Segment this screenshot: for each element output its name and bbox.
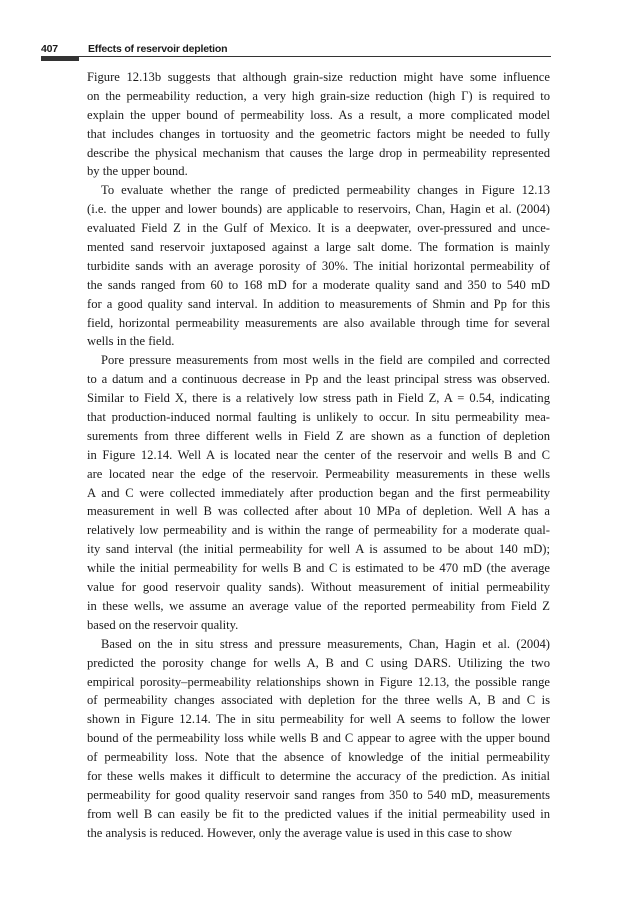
text-line: To evaluate whether the range of predicted permeability changes in Figure 12.13 [101,183,550,198]
text-line: for these wells makes it difficult to determine the accuracy of the prediction. As initial [87,768,550,783]
text-line: the analysis is reduced. However, only the average value is used in this case to show [87,825,513,840]
text-line: based on the reservoir quality. [87,617,239,632]
text-line: that production-induced normal faulting is unlikely to occur. In situ permeability mea- [87,410,550,425]
text-line: permeability for good quality reservoir sand ranges from 350 to 540 mD, measurements [87,787,550,802]
header-rule [41,56,551,57]
text-line: by the upper bound. [87,164,188,179]
text-line: turbidite sands with an average porosity of 30%. The initial horizontal permeability of [87,258,550,273]
text-line: explain the upper bound of permeability loss. As a result, a more complicated model [87,107,550,122]
text-line: relatively low permeability and is within the range of permeability for a moderate qual- [87,523,550,538]
text-line: to a datum and a continuous decrease in Pp and the least principal stress was observed. [87,372,550,387]
text-line: predicted the porosity change for wells A, B and C using DARS. Utilizing the two [87,655,550,670]
text-line: from well B can easily be fit to the predicted values if the initial permeability used in [87,806,550,821]
text-line: surements from three different wells in Field Z are shown as a function of depletion [87,428,550,443]
text-line: that includes changes in tortuosity and the geometric factors might be needed to fully [87,126,550,141]
text-line: Figure 12.13b suggests that although grain-size reduction might have some influence [87,70,550,84]
text-line: empirical porosity–permeability relationships shown in Figure 12.13, the possible range [87,674,550,689]
text-line: Similar to Field X, there is a relatively low stress path in Field Z, A = 0.54, indicating [87,391,550,406]
page-header [0,40,633,70]
page-number: 407 [41,43,58,55]
body-text [87,68,550,843]
text-line: evaluated Field Z in the Gulf of Mexico. It is a deepwater, over-pressured and unce- [87,221,550,236]
text-line: ity sand interval (the initial permeability for well A is assumed to be about 140 mD); [87,542,550,557]
text-line: are located near the edge of the reservoir. Permeability measurements in these wells [87,466,550,481]
text-line: in these wells, we assume an average value of the reported permeability from Field Z [87,598,550,613]
text-line: of permeability loss. Note that the absence of knowledge of the initial permeability [87,750,550,765]
text-line: Pore pressure measurements from most wells in the field are compiled and corrected [101,353,550,368]
header-rule-accent [41,56,79,61]
text-line: on the permeability reduction, a very high grain-size reduction (high Γ) is required to [87,88,550,103]
text-line: the sands ranged from 60 to 168 mD for a moderate quality sand and 350 to 540 mD [87,277,550,292]
text-line: shown in Figure 12.14. The in situ permeability for well A seems to follow the lower [87,712,550,727]
running-title: Effects of reservoir depletion [88,43,228,55]
text-line: while the initial permeability for wells B and C is estimated to be 470 mD (the average [87,561,550,576]
text-line: value for good reservoir quality sands). Without measurement of initial permeability [87,580,550,595]
text-line: bound of the permeability loss while wells B and C appear to agree with the upper bound [87,731,550,746]
text-line: field, horizontal permeability measurements are also available through time for several [87,315,550,330]
text-line: for a good quality sand interval. In addition to measurements of Shmin and Pp for this [87,296,550,311]
text-line: in Figure 12.14. Well A is located near the center of the reservoir and wells B and C [87,447,550,462]
text-line: A and C were collected immediately after production began and the first permeability [87,485,550,500]
text-line: (i.e. the upper and lower bounds) are applicable to reservoirs, Chan, Hagin et al. (2004) [87,202,550,217]
text-line: mented sand reservoir juxtaposed against a large salt dome. The formation is mainly [87,240,550,255]
text-line: of permeability changes associated with depletion for the three wells A, B and C is [87,693,550,708]
text-line: measurement in well B was collected after about 10 MPa of depletion. Well A has a [87,504,550,519]
text-line: describe the physical mechanism that causes the large drop in permeability represented [87,145,550,160]
text-line: wells in the field. [87,334,175,349]
text-line: Based on the in situ stress and pressure measurements, Chan, Hagin et al. (2004) [101,636,550,651]
